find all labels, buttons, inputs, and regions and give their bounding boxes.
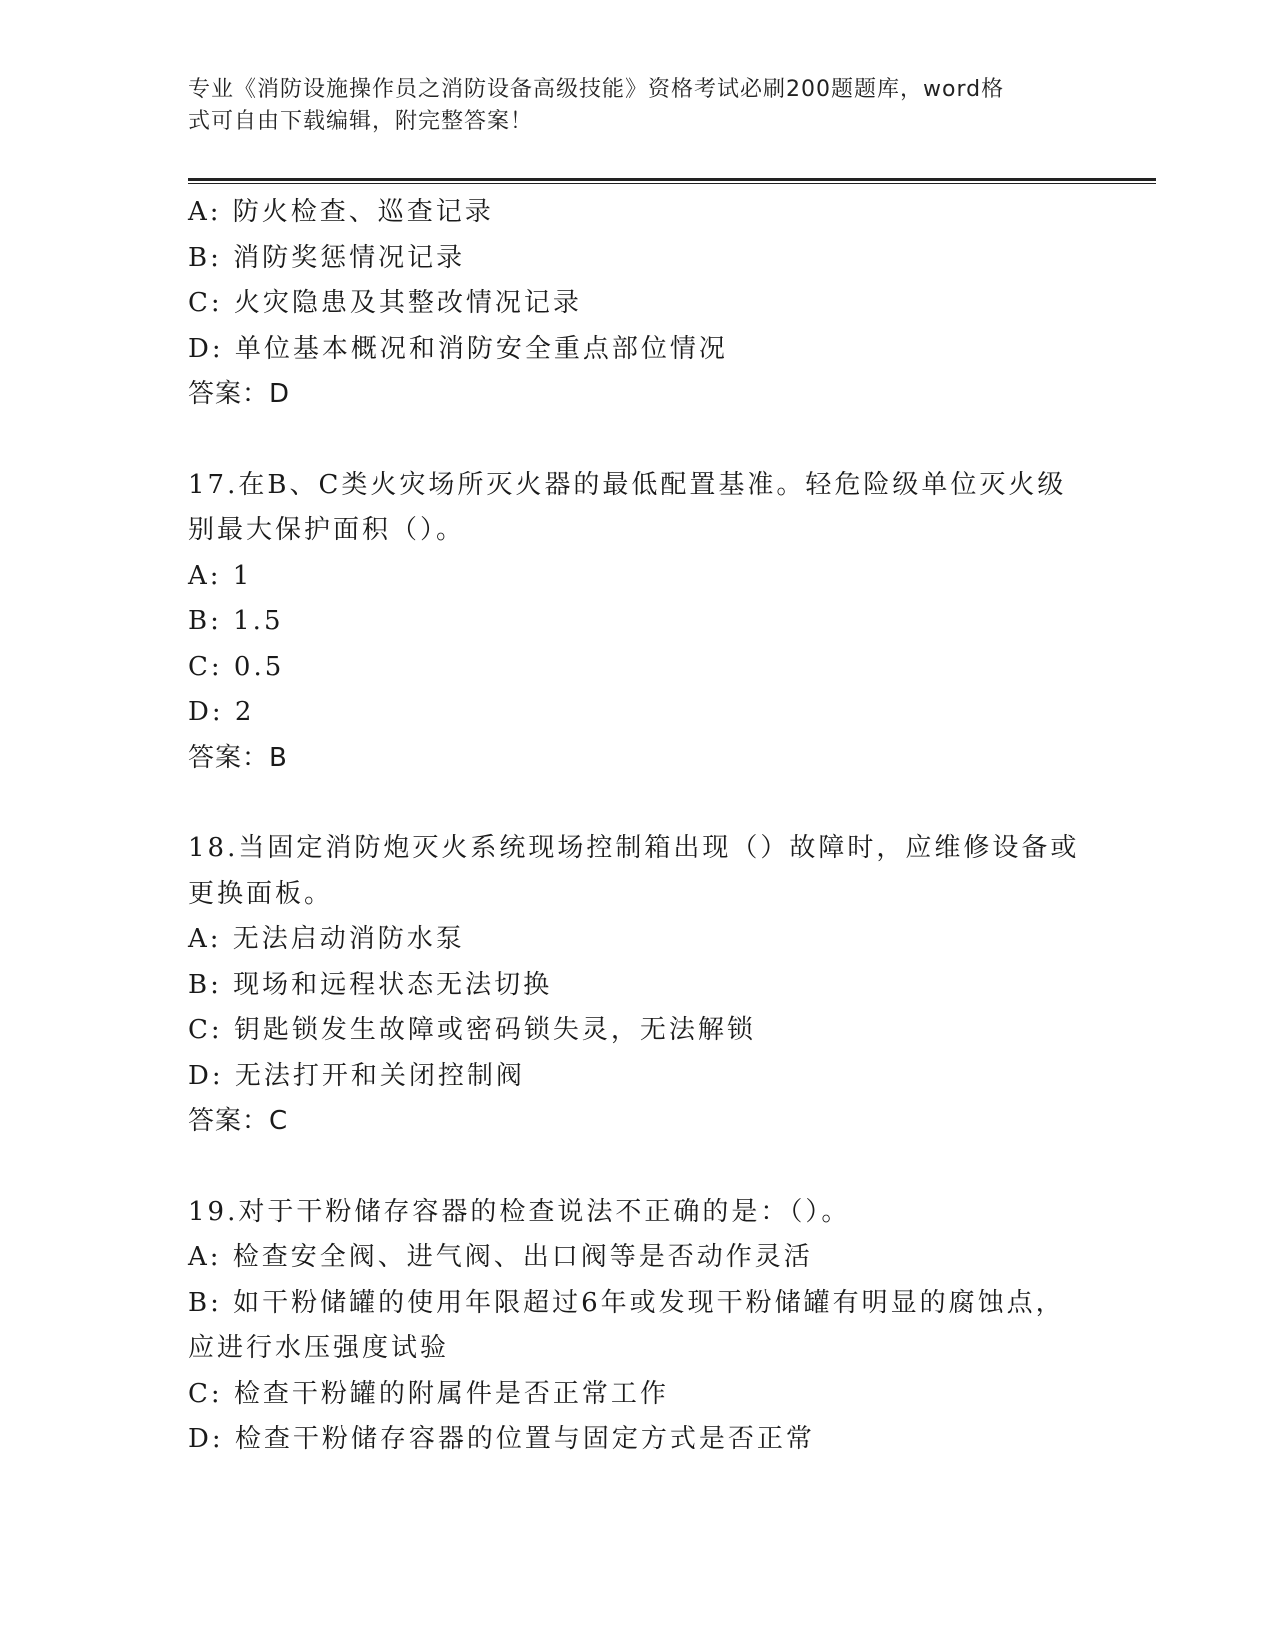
answer: 答案：B: [188, 742, 288, 773]
question-16: [188, 190, 1088, 418]
option-c: C: 0.5: [188, 651, 285, 682]
question-18: [188, 826, 1088, 1145]
answer: 答案：D: [188, 379, 291, 409]
option-d: D: 2: [188, 697, 255, 727]
option-b: B: 如干粉储罐的使用年限超过6年或发现干粉储罐有明显的腐蚀点，: [188, 1287, 1065, 1318]
spacer: [188, 418, 1088, 463]
option-d: D: 无法打开和关闭控制阀: [188, 1060, 525, 1091]
question-stem: 18.当固定消防炮灭火系统现场控制箱出现（）故障时，应维修设备或: [188, 833, 1080, 863]
header-line-1: 专业《消防设施操作员之消防设备高级技能》资格考试必刷200题题库，word格: [188, 77, 1005, 102]
option-a: A: 无法启动消防水泵: [188, 924, 465, 954]
option-a: A: 1: [188, 560, 253, 591]
option-b: B: 1.5: [188, 606, 284, 636]
option-b: B: 消防奖惩情况记录: [188, 242, 466, 273]
question-17: [188, 463, 1088, 782]
option-c: C: 钥匙锁发生故障或密码锁失灵，无法解锁: [188, 1015, 756, 1045]
header-line-2: 式可自由下载编辑，附完整答案！: [188, 109, 534, 134]
header-rule-thick: [188, 178, 1156, 181]
question-stem: 17.在B、C类火灾场所灭火器的最低配置基准。轻危险级单位灭火级: [188, 469, 1067, 500]
answer: 答案：C: [188, 1106, 289, 1136]
header-rule-thin: [188, 183, 1156, 184]
option-c: C: 检查干粉罐的附属件是否正常工作: [188, 1378, 669, 1409]
option-c: C: 火灾隐患及其整改情况记录: [188, 288, 582, 318]
option-a: A: 检查安全阀、进气阀、出口阀等是否动作灵活: [188, 1242, 813, 1272]
question-19: [188, 1190, 1088, 1463]
option-a: A: 防火检查、巡查记录: [188, 197, 494, 227]
spacer: [188, 781, 1088, 826]
question-list: [188, 190, 1088, 1463]
option-b: B: 现场和远程状态无法切换: [188, 969, 553, 1000]
option-d: D: 单位基本概况和消防安全重点部位情况: [188, 333, 728, 364]
question-stem: 19.对于干粉储存容器的检查说法不正确的是：（）。: [188, 1196, 851, 1227]
question-stem-cont: 更换面板。: [188, 878, 334, 909]
spacer: [188, 1145, 1088, 1190]
document-header: [188, 74, 1088, 138]
option-b-cont: 应进行水压强度试验: [188, 1333, 450, 1363]
option-d: D: 检查干粉储存容器的位置与固定方式是否正常: [188, 1424, 815, 1454]
question-stem-cont: 别最大保护面积（）。: [188, 515, 466, 545]
